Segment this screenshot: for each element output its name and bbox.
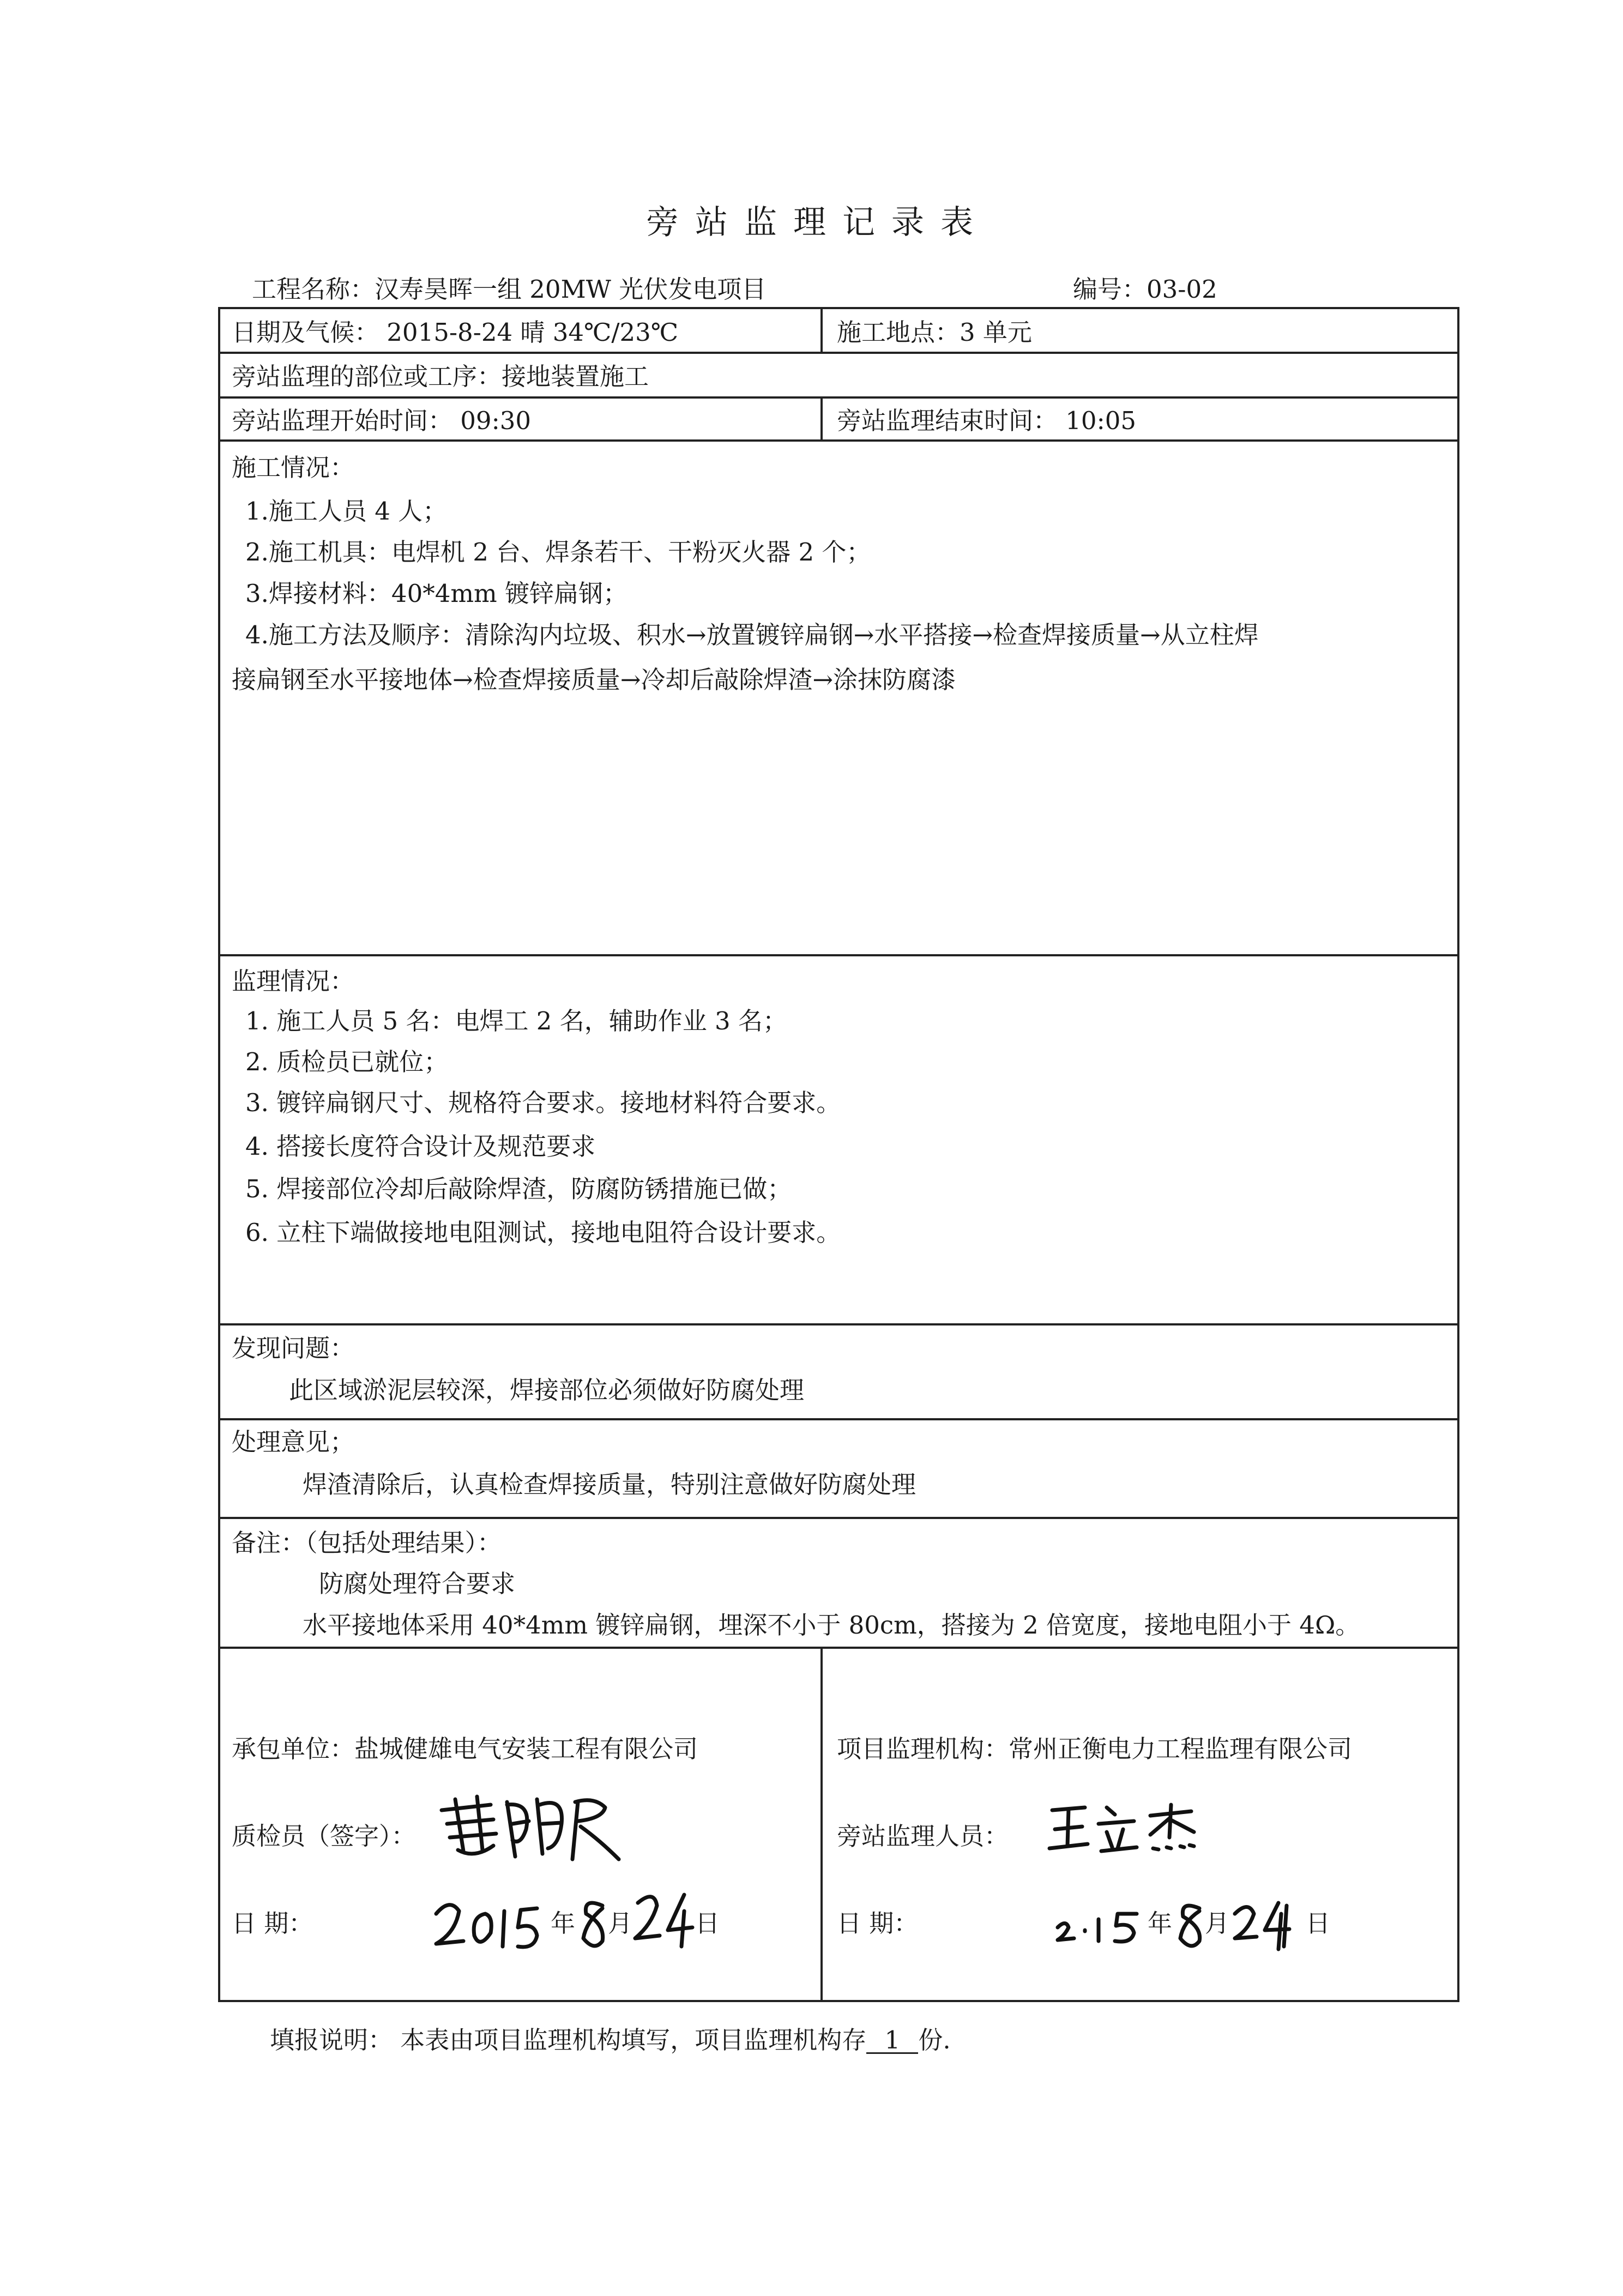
remarks-line: 防腐处理符合要求 <box>319 1569 516 1598</box>
document-title: 旁站监理记录表 <box>646 203 990 242</box>
table-border-bottom <box>218 2000 1459 2002</box>
construction-heading: 施工情况： <box>232 453 355 482</box>
row-divider <box>218 1647 1459 1649</box>
construction-item: 3.焊接材料：40*4mm 镀锌扁钢； <box>245 579 628 608</box>
contractor-date-label: 日 期： <box>232 1909 313 1938</box>
row-divider <box>218 1323 1459 1325</box>
construction-location: 施工地点：3 单元 <box>837 318 1032 347</box>
date-weather: 日期及气候： 2015-8-24 晴 34℃/23℃ <box>232 318 679 347</box>
supervision-item: 6. 立柱下端做接地电阻测试，接地电阻符合设计要求。 <box>245 1218 841 1247</box>
issues-heading: 发现问题： <box>232 1334 355 1363</box>
column-divider <box>820 396 823 442</box>
contractor-year-char: 年 <box>551 1909 576 1938</box>
supervisor-day-char: 日 <box>1306 1909 1331 1938</box>
construction-item: 1.施工人员 4 人； <box>245 497 448 526</box>
construction-item: 4.施工方法及顺序：清除沟内垃圾、积水→放置镀锌扁钢→水平搭接→检查焊接质量→从立柱焊 <box>245 620 1259 649</box>
supervisor-date-year-handwritten <box>1055 1897 1148 1952</box>
start-time: 旁站监理开始时间： 09:30 <box>232 406 531 435</box>
footer-note-suffix: 份. <box>918 2026 951 2054</box>
row-divider <box>218 439 1459 442</box>
supervision-item: 3. 镀锌扁钢尺寸、规格符合要求。接地材料符合要求。 <box>245 1088 841 1117</box>
inspector-signature <box>431 1786 627 1867</box>
row-divider <box>218 954 1459 956</box>
row-divider <box>218 1517 1459 1519</box>
contractor-day-char: 日 <box>695 1909 720 1938</box>
supervision-org: 项目监理机构：常州正衡电力工程监理有限公司 <box>837 1734 1353 1763</box>
supervision-item: 5. 焊接部位冷却后敲除焊渣，防腐防锈措施已做； <box>245 1174 792 1203</box>
contractor-month-char: 月 <box>608 1909 633 1938</box>
remarks-line: 水平接地体采用 40*4mm 镀锌扁钢，埋深不小于 80cm，搭接为 2 倍宽度，接地电阻小于 4Ω。 <box>303 1611 1360 1640</box>
opinion-heading: 处理意见； <box>232 1427 355 1456</box>
footer-note <box>270 2028 951 2054</box>
construction-item: 2.施工机具：电焊机 2 台、焊条若干、干粉灭火器 2 个； <box>245 538 871 567</box>
supervision-item: 1. 施工人员 5 名：电焊工 2 名，辅助作业 3 名； <box>245 1007 787 1035</box>
supervisor-year-char: 年 <box>1148 1909 1173 1938</box>
supervisor-signature <box>1047 1799 1199 1859</box>
opinion-text: 焊渣清除后，认真检查焊接质量，特别注意做好防腐处理 <box>303 1470 916 1499</box>
remarks-heading: 备注：（包括处理结果）： <box>232 1528 502 1557</box>
row-divider <box>218 396 1459 399</box>
supervisor-date-label: 日 期： <box>837 1909 919 1938</box>
contractor-unit: 承包单位：盐城健雄电气安装工程有限公司 <box>232 1734 698 1763</box>
supervisor-month-char: 月 <box>1205 1909 1230 1938</box>
column-divider <box>820 1647 823 2002</box>
table-border-top <box>218 307 1459 309</box>
supervised-process: 旁站监理的部位或工序：接地装置施工 <box>232 362 649 391</box>
construction-item-continuation: 接扁钢至水平接地体→检查焊接质量→冷却后敲除焊渣→涂抹防腐漆 <box>232 665 956 694</box>
supervisor-date-day-handwritten <box>1229 1892 1300 1952</box>
table-border-right <box>1457 307 1459 2002</box>
row-divider <box>218 352 1459 354</box>
document-number: 编号：03-02 <box>1073 275 1217 304</box>
supervision-heading: 监理情况： <box>232 967 355 996</box>
issues-text: 此区域淤泥层较深，焊接部位必须做好防腐处理 <box>289 1376 805 1405</box>
table-border-left <box>218 307 220 2002</box>
supervisor-signature-label: 旁站监理人员： <box>837 1822 1009 1851</box>
project-name: 工程名称：汉寿昊晖一组 20MW 光伏发电项目 <box>252 275 767 304</box>
footer-copies: 1 <box>866 2028 918 2054</box>
contractor-date-year-handwritten <box>431 1895 545 1955</box>
supervision-item: 2. 质检员已就位； <box>245 1047 449 1076</box>
supervision-item: 4. 搭接长度符合设计及规范要求 <box>245 1132 596 1161</box>
end-time: 旁站监理结束时间： 10:05 <box>837 406 1136 435</box>
inspector-signature-label: 质检员（签字）： <box>232 1822 416 1851</box>
row-divider <box>218 1418 1459 1420</box>
column-divider <box>820 307 823 354</box>
contractor-date-day-handwritten <box>630 1887 695 1952</box>
footer-note-prefix: 填报说明： 本表由项目监理机构填写，项目监理机构存 <box>270 2026 867 2054</box>
